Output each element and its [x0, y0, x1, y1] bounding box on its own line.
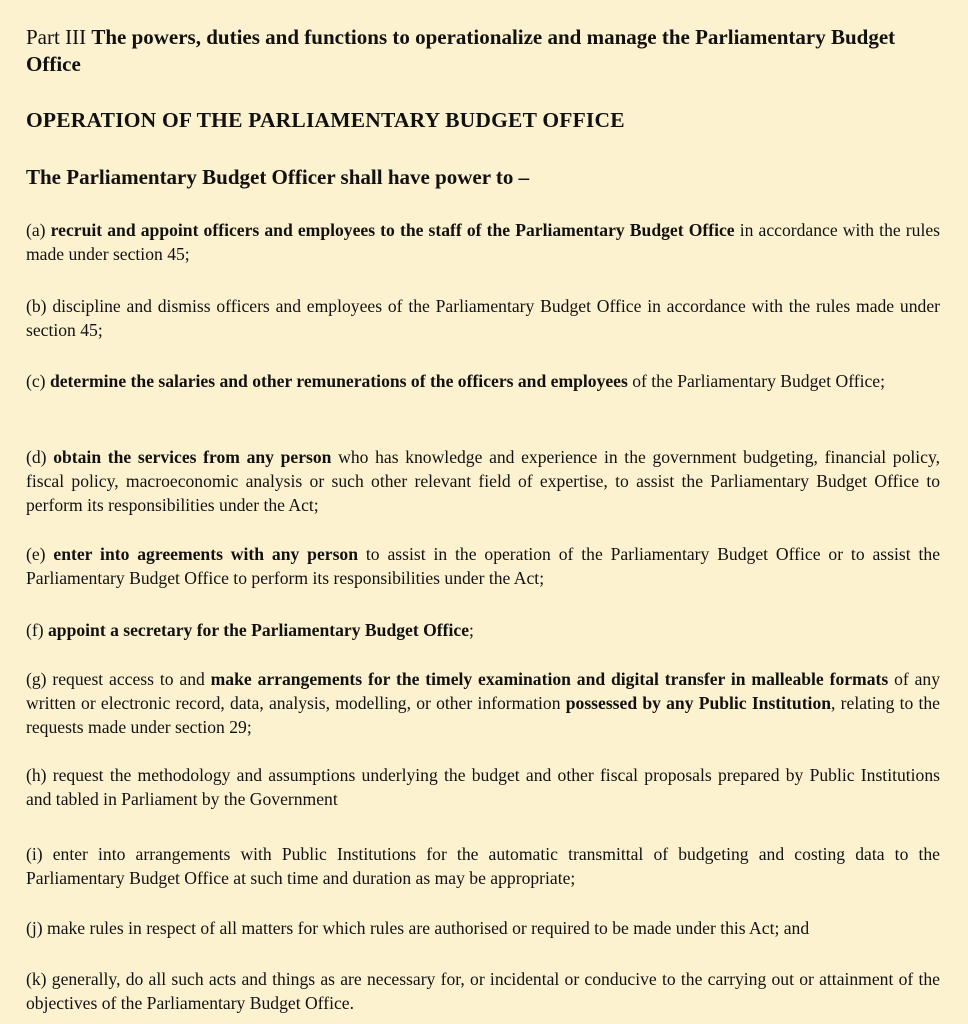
- item-text: of any written or electronic record, data, analysis, modelling, or other information: [26, 669, 940, 713]
- item-text: who has knowledge and experience in the government budgeting, financial policy, fiscal policy, macroeconomic analysis or such other relevant field of expertise, to assist the Parliamentary Budget Office to perform its responsibilities under the Act;: [26, 447, 941, 515]
- power-item: [26, 842, 940, 890]
- item-label: (i): [26, 844, 43, 864]
- power-item: [26, 667, 940, 739]
- item-text: in accordance with the rules made under section 45;: [26, 220, 940, 264]
- item-text-bold: appoint a secretary for the Parliamentary Budget Office: [47, 620, 470, 640]
- power-item: [26, 218, 940, 266]
- item-text: to assist in the operation of the Parliamentary Budget Office or to assist the Parliamentary Budget Office to perform its responsibilities under the Act;: [26, 544, 940, 588]
- item-label: (j): [26, 918, 43, 938]
- power-item: [26, 618, 940, 642]
- item-text: make rules in respect of all matters for which rules are authorised or required to be made under this Act; and: [47, 918, 810, 938]
- item-text-bold: recruit and appoint officers and employees to the staff of the Parliamentary Budget Office: [50, 220, 735, 240]
- item-label: (k): [26, 969, 47, 989]
- item-label: (b): [26, 296, 47, 316]
- powers-intro: The Parliamentary Budget Officer shall have power to –: [26, 165, 530, 189]
- item-text: of the Parliamentary Budget Office;: [627, 371, 885, 391]
- item-text-bold: determine the salaries and other remunerations of the officers and employees: [49, 371, 628, 391]
- power-item: [26, 967, 940, 1015]
- item-label: (h): [26, 765, 47, 785]
- item-label: (g): [26, 669, 47, 689]
- item-label: (e): [26, 544, 46, 564]
- item-text-bold: enter into agreements with any person: [53, 544, 359, 564]
- item-text: enter into arrangements with Public Institutions for the automatic transmittal of budgeting and costing data to the Parliamentary Budget Office at such time and duration as may be appropriate;: [26, 844, 940, 888]
- power-item: [26, 294, 940, 342]
- part-number: Part III: [26, 25, 92, 49]
- item-text: generally, do all such acts and things as are necessary for, or incidental or conducive to the carrying out or attainment of the objectives of the Parliamentary Budget Office.: [26, 969, 940, 1013]
- power-item: [26, 445, 940, 517]
- item-label: (f): [26, 620, 44, 640]
- item-text: discipline and dismiss officers and employees of the Parliamentary Budget Office in accordance with the rules made under section 45;: [26, 296, 940, 340]
- section-heading: OPERATION OF THE PARLIAMENTARY BUDGET OFFICE: [26, 108, 625, 132]
- power-item: [26, 916, 940, 940]
- item-text: request the methodology and assumptions underlying the budget and other fiscal proposals prepared by Public Institutions and tabled in Parliament by the Government: [26, 765, 940, 809]
- power-item: [26, 542, 940, 590]
- part-heading: [26, 24, 926, 78]
- power-item: [26, 763, 940, 811]
- item-label: (d): [26, 447, 47, 467]
- item-text: ;: [469, 620, 474, 640]
- part-title: The powers, duties and functions to operationalize and manage the Parliamentary Budget Office: [26, 25, 896, 76]
- power-item: [26, 369, 940, 393]
- item-label: (c): [26, 371, 46, 391]
- item-label: (a): [26, 220, 46, 240]
- item-text: , relating to the requests made under section 29;: [26, 693, 940, 737]
- item-text-bold: possessed by any Public Institution: [565, 693, 832, 713]
- item-text-bold: obtain the services from any person: [53, 447, 332, 467]
- item-text-bold: make arrangements for the timely examination and digital transfer in malleable formats: [210, 669, 889, 689]
- item-text: request access to and: [52, 669, 211, 689]
